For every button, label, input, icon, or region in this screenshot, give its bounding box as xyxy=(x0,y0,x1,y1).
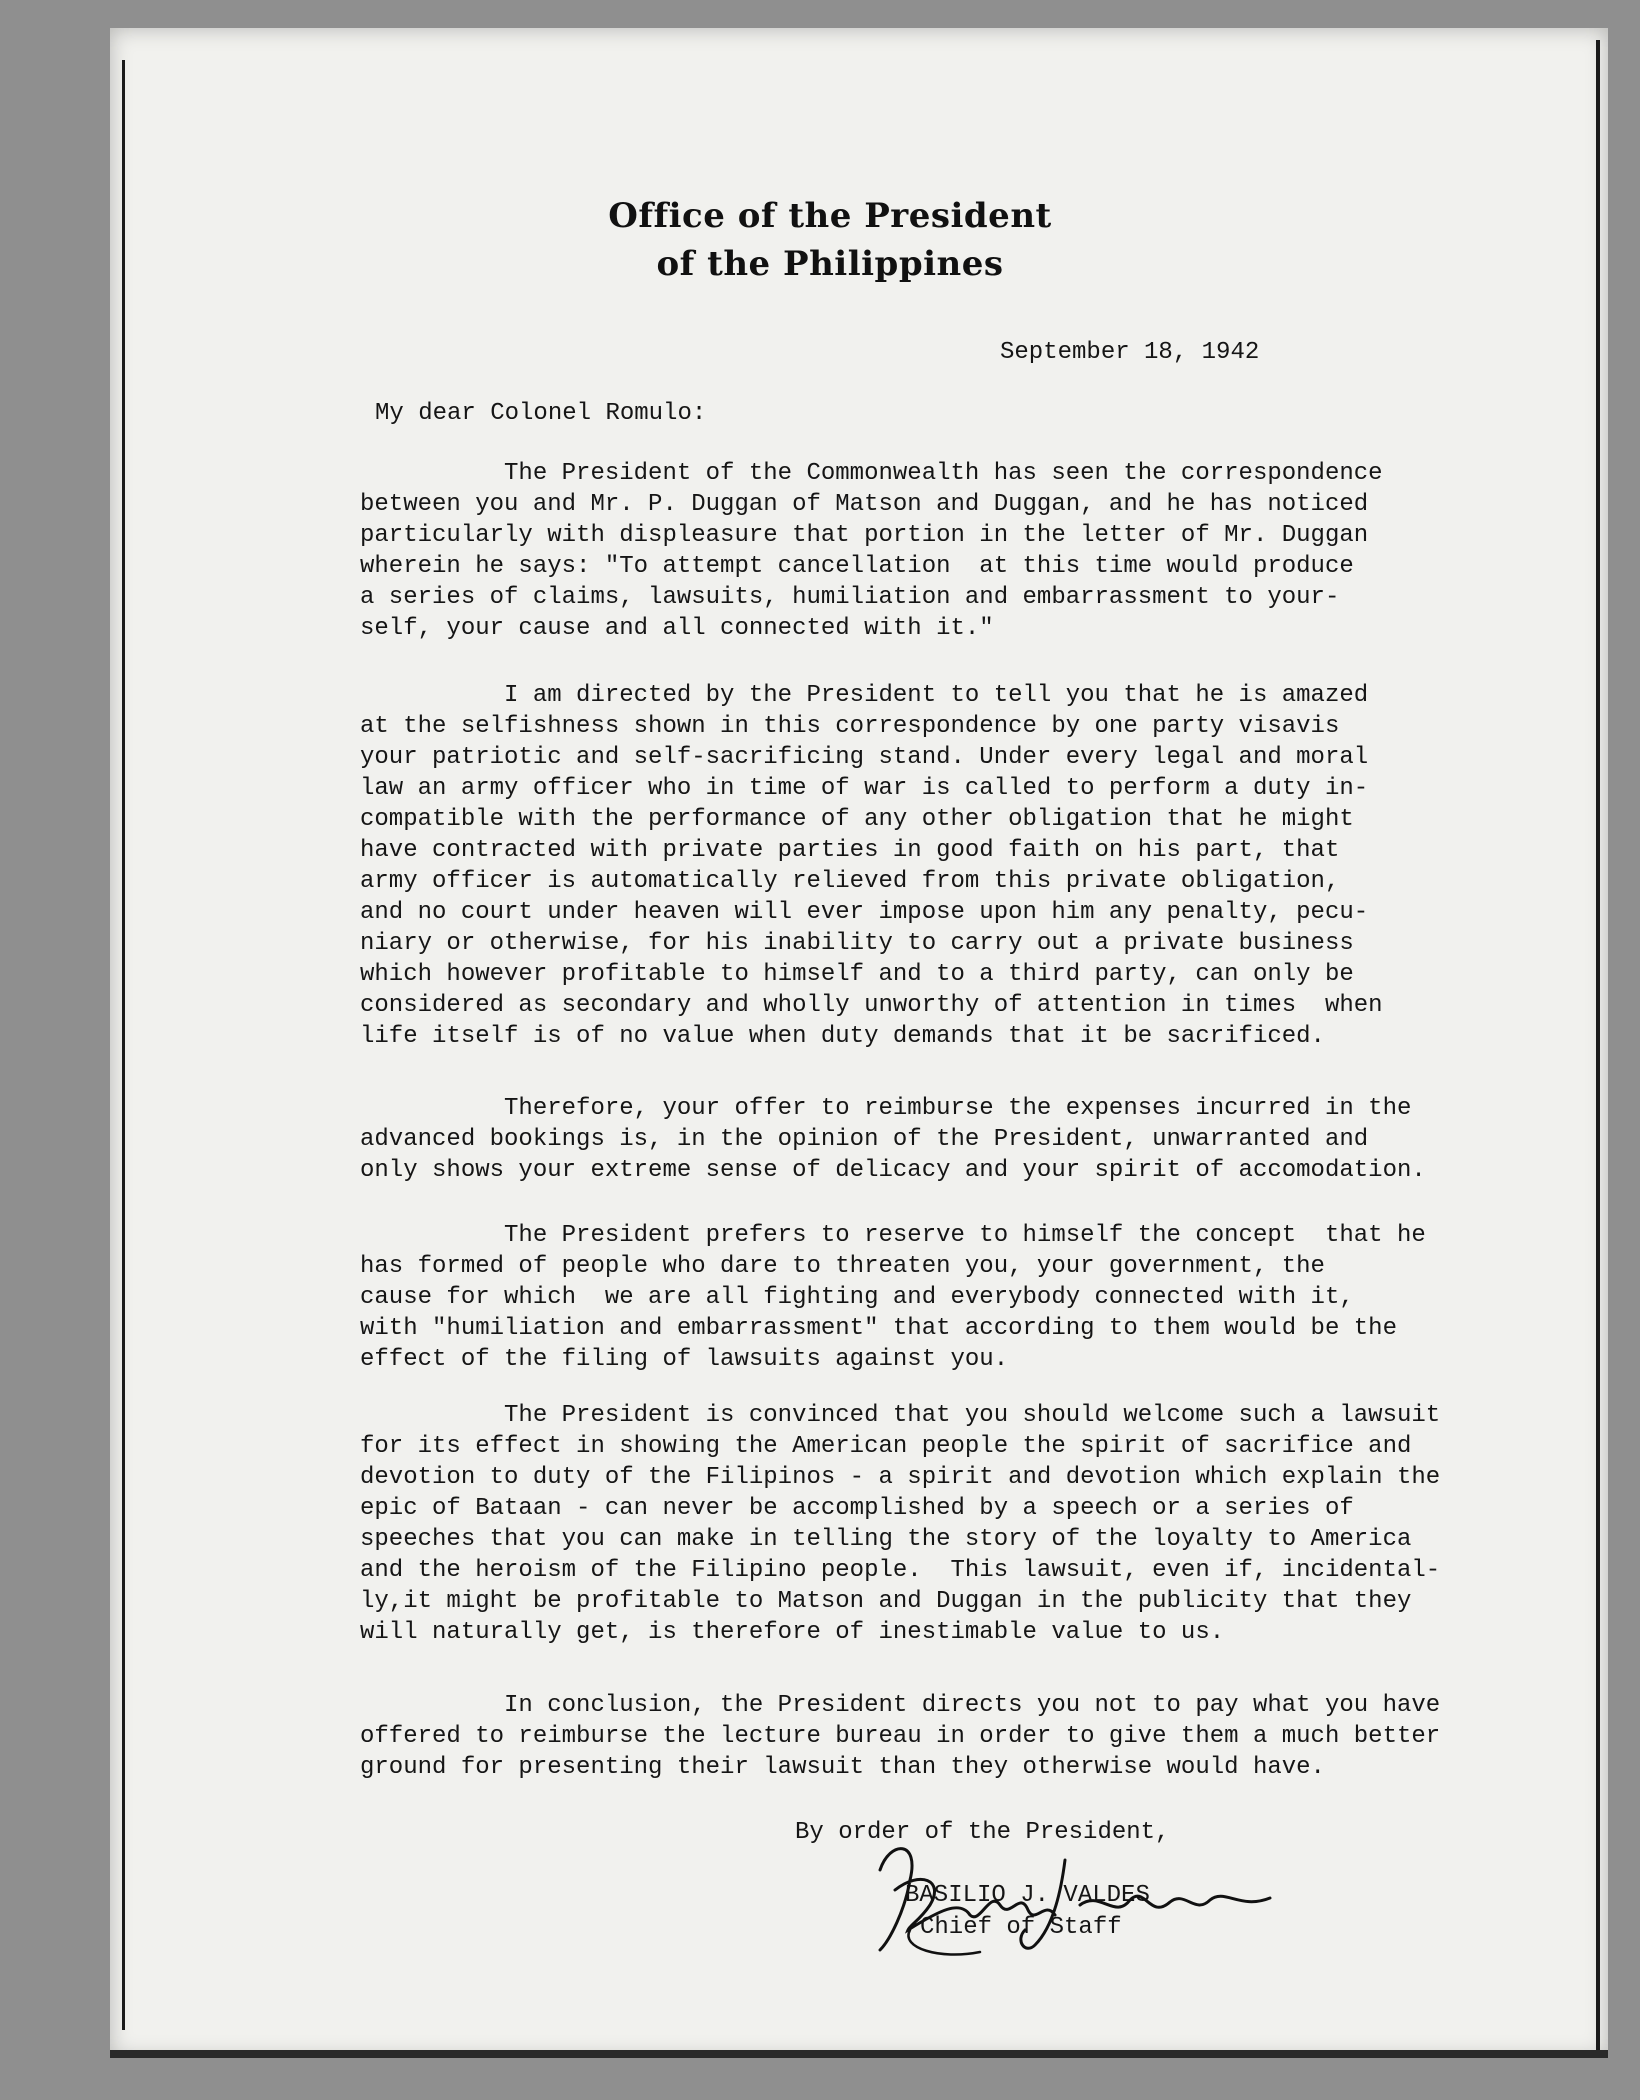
letterhead-line-1: Office of the President xyxy=(608,196,1052,236)
letter-date: September 18, 1942 xyxy=(1000,339,1260,366)
paragraph-5: The President is convinced that you should welcome such a lawsuit for its effect in showing the American people the spirit of sacrifice and devotion to duty of the Filipinos - a spirit and devotion which explain the epic of Bataan - can never be accomplished by a speech or a series of speeches that you can make in telling the story of the loyalty to America and the heroism of the Filipino people. This lawsuit, even if, incidental- ly,it might be profitable to Matson and Duggan in the publicity that they will naturally get, is therefore of inestimable value to us. xyxy=(360,1402,1441,1646)
page-edge-left xyxy=(122,60,125,2030)
signer-title: Chief of Staff xyxy=(920,1914,1122,1941)
paragraph-4: The President prefers to reserve to himself the concept that he has formed of people who dare to threaten you, your government, the cause for which we are all fighting and everybody connected with it, with "humiliation and embarrassment" that according to them would be the effect of the filing of lawsuits against you. xyxy=(360,1222,1426,1373)
paragraph-3: Therefore, your offer to reimburse the expenses incurred in the advanced bookings is, in the opinion of the President, unwarranted and only shows your extreme sense of delicacy and your spirit of accomodation. xyxy=(360,1095,1426,1184)
paragraph-2: I am directed by the President to tell you that he is amazed at the selfishness shown in this correspondence by one party visavis your patriotic and self-sacrificing stand. Under every legal and moral law an army officer who in time of war is called to perform a duty in- compatible with the performance of any other obligation that he might have contracted with private parties in good faith on his part, that army officer is automatically relieved from this private obligation, and no court under heaven will ever impose upon him any penalty, pecu- niary or otherwise, for his inability to carry out a private business which however profitable to himself and to a third party, can only be considered as secondary and wholly unworthy of attention in times when life itself is of no value when duty demands that it be sacrificed. xyxy=(360,682,1383,1050)
closing-line: By order of the President, xyxy=(795,1819,1170,1846)
letterhead-line-2: of the Philippines xyxy=(656,244,1004,284)
letterhead xyxy=(560,192,1100,288)
page-edge-bottom xyxy=(110,2050,1608,2058)
salutation: My dear Colonel Romulo: xyxy=(375,400,707,427)
paragraph-1: The President of the Commonwealth has seen the correspondence between you and Mr. P. Duggan of Matson and Duggan, and he has noticed particularly with displeasure that portion in the letter of Mr. Duggan wherein he says: "To attempt cancellation at this time would produce a series of claims, lawsuits, humiliation and embarrassment to your- self, your cause and all connected with it." xyxy=(360,460,1383,642)
paragraph-6: In conclusion, the President directs you not to pay what you have offered to reimburse the lecture bureau in order to give them a much better ground for presenting their lawsuit than they otherwise would have. xyxy=(360,1692,1441,1781)
signer-name: BASILIO J. VALDES xyxy=(905,1882,1150,1909)
page-edge-right xyxy=(1596,40,1600,2050)
handwritten-signature xyxy=(850,1830,1290,1960)
